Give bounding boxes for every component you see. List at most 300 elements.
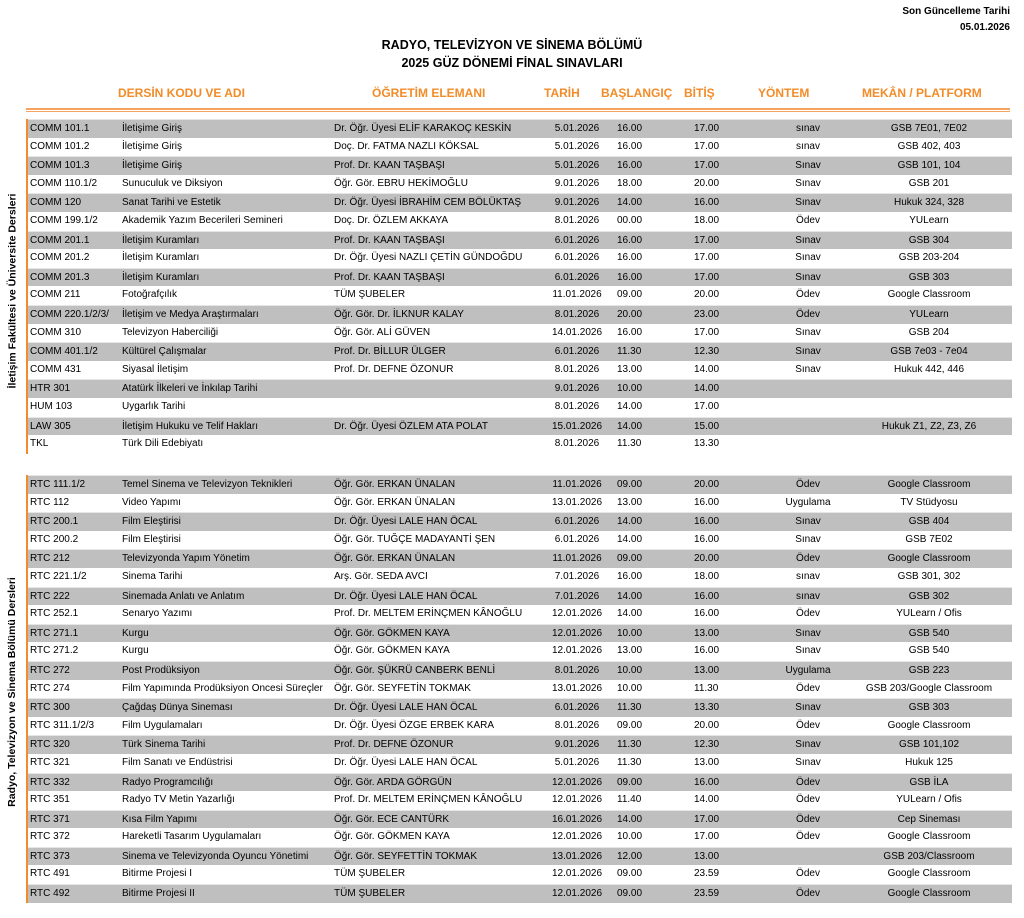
column-headers: [0, 86, 1024, 102]
course-name: Sinema ve Televizyonda Oyuncu Yönetimi: [122, 850, 309, 862]
start-time: 09.00: [617, 289, 643, 301]
exam-method: Sınav: [795, 252, 821, 264]
instructor: Öğr. Gör. TUĞÇE MADAYANTİ ŞEN: [334, 533, 496, 545]
exam-date: 8.01.2026: [554, 664, 600, 676]
instructor: Öğr. Gör. ERKAN ÜNALAN: [334, 479, 456, 490]
group-label-faculty-text: İletişim Fakültesi ve Üniversite Dersleri: [6, 193, 18, 388]
exam-method: Ödev: [796, 888, 820, 900]
exam-place: GSB 204: [908, 326, 950, 338]
instructor: Öğr. Gör. ERKAN ÜNALAN: [334, 553, 456, 565]
exam-method: Sınav: [795, 160, 821, 172]
end-time: 14.00: [694, 383, 720, 395]
start-time: 16.00: [617, 123, 643, 134]
exam-method: sınav: [796, 140, 820, 152]
end-time: 13.00: [694, 756, 720, 768]
course-code: RTC 311.1/2/3: [30, 719, 95, 731]
end-time: 23.59: [694, 868, 720, 880]
start-time: 13.00: [617, 496, 643, 508]
exam-method: sınav: [796, 590, 820, 602]
end-time: 16.00: [694, 533, 720, 545]
table-row: [28, 156, 1012, 175]
course-name: Radyo Programcılığı: [122, 776, 214, 788]
table-row: [28, 193, 1012, 212]
end-time: 17.00: [694, 160, 720, 172]
end-time: 13.00: [694, 850, 720, 862]
course-name: Televizyon Haberciliği: [122, 326, 219, 338]
table-row: [28, 512, 1012, 531]
start-time: 14.00: [617, 516, 643, 528]
exam-date: 5.01.2026: [554, 140, 600, 152]
page-title: [0, 36, 1024, 72]
exam-place: YULearn / Ofis: [896, 608, 962, 620]
course-code: COMM 110.1/2: [30, 177, 98, 189]
end-time: 11.30: [694, 682, 719, 694]
start-time: 00.00: [617, 214, 643, 226]
table-row: [28, 379, 1012, 398]
exam-date: 13.01.2026: [551, 496, 603, 508]
exam-place: GSB 303: [908, 271, 950, 283]
instructor: Doç. Dr. FATMA NAZLI KÖKSAL: [334, 140, 479, 152]
exam-date: 9.01.2026: [554, 197, 600, 209]
start-time: 14.00: [617, 400, 643, 412]
instructor: Arş. Gör. SEDA AVCI: [334, 570, 428, 582]
header-course: DERSİN KODU VE ADI: [118, 86, 245, 100]
table-row: [28, 735, 1012, 754]
start-time: 16.00: [617, 252, 643, 264]
start-time: 14.00: [617, 608, 643, 620]
exam-method: Ödev: [796, 608, 820, 620]
end-time: 16.00: [694, 496, 720, 508]
exam-method: Ödev: [796, 831, 820, 843]
department-title: RADYO, TELEVİZYON VE SİNEMA BÖLÜMÜ: [381, 38, 643, 52]
start-time: 16.00: [617, 326, 643, 338]
exam-date: 12.01.2026: [551, 627, 603, 639]
end-time: 16.00: [694, 645, 720, 657]
group-label-faculty: [0, 119, 24, 462]
exam-method: Uygulama: [785, 496, 831, 508]
table-row: [28, 624, 1012, 643]
course-code: RTC 351: [30, 794, 70, 806]
end-time: 13.00: [694, 627, 720, 639]
course-name: Türk Sinema Tarihi: [122, 739, 206, 751]
table-row: [28, 661, 1012, 680]
exam-date: 13.01.2026: [551, 850, 603, 862]
course-name: İletişim Hukuku ve Telif Hakları: [122, 420, 258, 432]
course-name: Post Prodüksiyon: [122, 664, 200, 676]
table-row: [28, 587, 1012, 606]
table-row: [28, 754, 1012, 773]
course-name: Sanat Tarihi ve Estetik: [122, 197, 221, 209]
exam-date: 12.01.2026: [551, 868, 603, 880]
end-time: 20.00: [694, 177, 720, 189]
exam-date: 15.01.2026: [551, 420, 603, 432]
end-time: 16.00: [694, 590, 720, 602]
start-time: 11.30: [617, 702, 642, 714]
end-time: 20.00: [694, 719, 720, 731]
exam-date: 5.01.2026: [554, 123, 600, 134]
exam-date: 12.01.2026: [551, 888, 603, 900]
table-row: [28, 568, 1012, 587]
course-name: İletişim ve Medya Araştırmaları: [122, 308, 259, 320]
end-time: 14.00: [694, 794, 720, 806]
course-name: Türk Dili Edebiyatı: [122, 438, 204, 450]
group-rtc-courses: [26, 475, 1012, 903]
instructor: Dr. Öğr. Üyesi ÖZGE ERBEK KARA: [334, 719, 495, 731]
instructor: Öğr. Gör. ŞÜKRÜ CANBERK BENLİ: [334, 664, 496, 676]
course-code: RTC 111.1/2: [30, 479, 86, 490]
exam-place: GSB 540: [908, 645, 950, 657]
group-label-rtc: [0, 475, 24, 908]
table-row: [28, 605, 1012, 624]
start-time: 09.00: [617, 776, 643, 788]
table-row: [28, 810, 1012, 829]
exam-place: GSB 304: [908, 234, 950, 246]
course-name: Radyo TV Metin Yazarlığı: [122, 794, 235, 806]
instructor: TÜM ŞUBELER: [334, 868, 406, 880]
start-time: 14.00: [617, 813, 643, 825]
exam-place: GSB 203/Google Classroom: [865, 682, 993, 694]
exam-date: 9.01.2026: [554, 739, 600, 751]
table-row: [28, 475, 1012, 494]
course-name: Kısa Film Yapımı: [122, 813, 198, 825]
instructor: Prof. Dr. KAAN TAŞBAŞI: [334, 160, 445, 172]
course-name: Film Eleştirisi: [122, 533, 181, 545]
exam-method: Ödev: [796, 868, 820, 880]
course-name: Çağdaş Dünya Sineması: [122, 702, 233, 714]
instructor: Öğr. Gör. ARDA GÖRGÜN: [334, 776, 452, 788]
exam-date: 13.01.2026: [551, 682, 603, 694]
exam-place: GSB İLA: [909, 776, 949, 788]
start-time: 13.00: [617, 645, 643, 657]
exam-place: GSB 223: [908, 664, 950, 676]
exam-place: Google Classroom: [887, 289, 971, 301]
course-code: COMM 220.1/2/3/: [30, 308, 109, 320]
exam-place: GSB 404: [908, 516, 950, 528]
course-code: TKL: [30, 438, 49, 450]
end-time: 20.00: [694, 289, 720, 301]
course-code: COMM 120: [30, 197, 82, 209]
instructor: Öğr. Gör. GÖKMEN KAYA: [334, 645, 450, 657]
instructor: Dr. Öğr. Üyesi ÖZLEM ATA POLAT: [334, 420, 488, 432]
table-row: [28, 549, 1012, 568]
exam-date: 6.01.2026: [554, 533, 600, 545]
instructor: Dr. Öğr. Üyesi İBRAHİM CEM BÖLÜKTAŞ: [334, 197, 522, 209]
course-code: COMM 199.1/2: [30, 214, 98, 226]
group-faculty-courses: [26, 119, 1012, 454]
exam-method: Ödev: [796, 719, 820, 731]
exam-place: TV Stüdyosu: [900, 496, 958, 508]
exam-date: 9.01.2026: [554, 383, 600, 395]
exam-place: YULearn: [909, 214, 949, 226]
exam-method: Ödev: [796, 289, 820, 301]
exam-place: Hukuk 442, 446: [893, 363, 965, 375]
start-time: 20.00: [617, 308, 643, 320]
instructor: Öğr. Gör. EBRU HEKİMOĞLU: [334, 177, 468, 189]
end-time: 16.00: [694, 197, 720, 209]
end-time: 16.00: [694, 776, 720, 788]
table-row: [28, 531, 1012, 550]
start-time: 11.30: [617, 739, 642, 751]
course-code: RTC 321: [30, 756, 70, 768]
table-row: [28, 680, 1012, 699]
end-time: 17.00: [694, 123, 720, 134]
exam-date: 12.01.2026: [551, 608, 603, 620]
course-name: Kurgu: [122, 627, 149, 639]
exam-place: GSB 203/Classroom: [883, 850, 975, 862]
exam-method: Sınav: [795, 346, 821, 358]
course-name: Uygarlık Tarihi: [122, 400, 186, 412]
course-name: Film Sanatı ve Endüstrisi: [122, 756, 233, 768]
course-name: Kültürel Çalışmalar: [122, 346, 207, 358]
start-time: 10.00: [617, 682, 643, 694]
exam-method: Sınav: [795, 363, 821, 375]
exam-date: 11.01.2026: [552, 553, 602, 565]
exam-method: Sınav: [795, 739, 821, 751]
exam-method: Ödev: [796, 214, 820, 226]
table-row: [28, 698, 1012, 717]
table-row: [28, 435, 1012, 454]
exam-method: Sınav: [795, 533, 821, 545]
start-time: 09.00: [617, 868, 643, 880]
course-code: RTC 252.1: [30, 608, 79, 620]
start-time: 18.00: [617, 177, 643, 189]
instructor: Öğr. Gör. SEYFETTİN TOKMAK: [334, 850, 477, 862]
exam-method: Sınav: [795, 702, 821, 714]
exam-date: 7.01.2026: [554, 570, 600, 582]
course-code: RTC 200.2: [30, 533, 79, 545]
end-time: 14.00: [694, 363, 720, 375]
exam-place: Google Classroom: [887, 888, 971, 900]
course-code: RTC 271.1: [30, 627, 79, 639]
course-code: RTC 372: [30, 831, 70, 843]
exam-place: Google Classroom: [887, 868, 971, 880]
course-code: RTC 112: [30, 496, 70, 508]
course-code: RTC 492: [30, 888, 70, 900]
table-row: [28, 865, 1012, 884]
exam-method: Sınav: [795, 627, 821, 639]
exam-place: GSB 7E02: [905, 533, 953, 545]
exam-date: 11.01.2026: [552, 289, 602, 301]
exam-date: 7.01.2026: [554, 590, 600, 602]
end-time: 13.00: [694, 664, 720, 676]
course-name: İletişim Kuramları: [122, 271, 200, 283]
header-instructor: ÖĞRETİM ELEMANI: [372, 86, 486, 100]
start-time: 11.40: [617, 794, 642, 806]
exam-place: GSB 101,102: [898, 739, 960, 751]
exam-method: Sınav: [795, 177, 821, 189]
exam-place: Google Classroom: [887, 553, 971, 565]
exam-date: 14.01.2026: [551, 326, 603, 338]
course-code: RTC 332: [30, 776, 70, 788]
end-time: 12.30: [694, 739, 720, 751]
exam-date: 8.01.2026: [554, 308, 600, 320]
course-name: İletişim Kuramları: [122, 234, 200, 246]
start-time: 09.00: [617, 479, 643, 490]
course-code: COMM 101.3: [30, 160, 90, 172]
start-time: 10.00: [617, 831, 643, 843]
course-code: RTC 222: [30, 590, 70, 602]
exam-method: Sınav: [795, 234, 821, 246]
exam-place: Hukuk 324, 328: [893, 197, 965, 209]
table-row: [28, 231, 1012, 250]
end-time: 18.00: [694, 570, 720, 582]
course-code: RTC 491: [30, 868, 70, 880]
exam-date: 9.01.2026: [554, 177, 600, 189]
exam-place: GSB 203-204: [898, 252, 960, 264]
course-name: Fotoğrafçılık: [122, 289, 178, 301]
exam-method: Ödev: [796, 553, 820, 565]
exam-place: Hukuk 125: [905, 756, 953, 768]
instructor: Öğr. Gör. GÖKMEN KAYA: [334, 627, 450, 639]
end-time: 17.00: [694, 831, 720, 843]
table-row: [28, 417, 1012, 436]
exam-place: GSB 301, 302: [897, 570, 961, 582]
start-time: 12.00: [617, 850, 643, 862]
course-name: Film Uygulamaları: [122, 719, 203, 731]
course-code: COMM 201.3: [30, 271, 90, 283]
instructor: Prof. Dr. KAAN TAŞBAŞI: [334, 271, 445, 283]
exam-date: 8.01.2026: [554, 214, 600, 226]
course-name: Sunuculuk ve Diksiyon: [122, 177, 223, 189]
exam-date: 12.01.2026: [551, 776, 603, 788]
table-row: [28, 175, 1012, 194]
start-time: 09.00: [617, 888, 643, 900]
course-code: RTC 200.1: [30, 516, 79, 528]
course-code: RTC 271.2: [30, 645, 79, 657]
exam-place: YULearn: [909, 308, 949, 320]
exam-place: Google Classroom: [887, 719, 971, 731]
header-method: YÖNTEM: [758, 86, 810, 100]
course-name: Atatürk İlkeleri ve İnkılap Tarihi: [122, 383, 258, 395]
start-time: 16.00: [617, 234, 643, 246]
course-name: Kurgu: [122, 645, 149, 657]
instructor: Prof. Dr. BİLLUR ÜLGER: [334, 346, 446, 358]
exam-method: Ödev: [796, 776, 820, 788]
instructor: Öğr. Gör. ECE CANTÜRK: [334, 813, 450, 825]
course-name: Akademik Yazım Becerileri Semineri: [122, 214, 283, 226]
table-row: [28, 138, 1012, 157]
course-name: İletişime Giriş: [122, 160, 183, 172]
table-row: [28, 642, 1012, 661]
table-row: [28, 342, 1012, 361]
exam-method: Ödev: [796, 813, 820, 825]
start-time: 11.30: [617, 438, 642, 450]
instructor: Prof. Dr. DEFNE ÖZONUR: [334, 739, 454, 751]
start-time: 14.00: [617, 590, 643, 602]
exam-date: 8.01.2026: [554, 719, 600, 731]
table-row: [28, 324, 1012, 343]
course-code: COMM 201.1: [30, 234, 90, 246]
end-time: 13.30: [694, 702, 720, 714]
table-row: [28, 286, 1012, 305]
end-time: 18.00: [694, 214, 720, 226]
course-code: COMM 431: [30, 363, 82, 375]
course-code: RTC 274: [30, 682, 70, 694]
course-code: COMM 101.2: [30, 140, 90, 152]
exam-method: Sınav: [795, 326, 821, 338]
exam-date: 6.01.2026: [554, 516, 600, 528]
table-row: [28, 828, 1012, 847]
exam-method: Sınav: [795, 645, 821, 657]
exam-date: 12.01.2026: [551, 831, 603, 843]
start-time: 16.00: [617, 570, 643, 582]
instructor: Öğr. Gör. Dr. İLKNUR KALAY: [334, 308, 464, 320]
last-updated-date: 05.01.2026: [959, 22, 1010, 33]
end-time: 23.00: [694, 308, 720, 320]
exam-place: GSB 101, 104: [897, 160, 961, 172]
exam-date: 8.01.2026: [554, 438, 600, 450]
course-code: RTC 373: [30, 850, 70, 862]
exam-period-title: 2025 GÜZ DÖNEMİ FİNAL SINAVLARI: [401, 56, 623, 70]
exam-method: Uygulama: [785, 664, 831, 676]
end-time: 20.00: [694, 553, 720, 565]
course-name: Bitirme Projesi II: [122, 888, 195, 900]
exam-place: Hukuk Z1, Z2, Z3, Z6: [881, 420, 977, 432]
course-code: RTC 212: [30, 553, 70, 565]
end-time: 16.00: [694, 516, 720, 528]
table-row: [28, 494, 1012, 513]
exam-place: Google Classroom: [887, 831, 971, 843]
end-time: 13.30: [694, 438, 720, 450]
start-time: 09.00: [617, 553, 643, 565]
table-row: [28, 773, 1012, 792]
instructor: Prof. Dr. MELTEM ERİNÇMEN KÂNOĞLU: [334, 608, 523, 620]
exam-date: 8.01.2026: [554, 363, 600, 375]
course-name: Hareketli Tasarım Uygulamaları: [122, 831, 262, 843]
exam-date: 5.01.2026: [554, 756, 600, 768]
instructor: Dr. Öğr. Üyesi LALE HAN ÖCAL: [334, 702, 478, 714]
exam-place: Google Classroom: [887, 479, 971, 490]
exam-place: YULearn / Ofis: [896, 794, 962, 806]
end-time: 23.59: [694, 888, 720, 900]
course-code: COMM 201.2: [30, 252, 90, 264]
header-place: MEKÂN / PLATFORM: [862, 86, 982, 100]
instructor: Öğr. Gör. ALİ GÜVEN: [334, 326, 431, 338]
start-time: 10.00: [617, 383, 643, 395]
end-time: 12.30: [694, 346, 720, 358]
exam-method: Ödev: [796, 308, 820, 320]
end-time: 16.00: [694, 608, 720, 620]
course-code: RTC 221.1/2: [30, 570, 87, 582]
course-code: RTC 272: [30, 664, 70, 676]
exam-date: 8.01.2026: [554, 400, 600, 412]
table-row: [28, 119, 1012, 138]
exam-place: GSB 303: [908, 702, 950, 714]
course-code: HUM 103: [30, 400, 73, 412]
end-time: 17.00: [694, 140, 720, 152]
start-time: 14.00: [617, 197, 643, 209]
end-time: 15.00: [694, 420, 720, 432]
start-time: 16.00: [617, 271, 643, 283]
instructor: Prof. Dr. KAAN TAŞBAŞI: [334, 234, 445, 246]
exam-method: Sınav: [795, 756, 821, 768]
table-row: [28, 361, 1012, 380]
instructor: TÜM ŞUBELER: [334, 289, 406, 301]
course-name: Televizyonda Yapım Yönetim: [122, 553, 250, 565]
start-time: 14.00: [617, 420, 643, 432]
course-code: RTC 320: [30, 739, 70, 751]
exam-method: Ödev: [796, 794, 820, 806]
course-code: RTC 300: [30, 702, 70, 714]
exam-place: Cep Sineması: [897, 813, 961, 825]
table-row: [28, 249, 1012, 268]
start-time: 13.00: [617, 363, 643, 375]
instructor: Dr. Öğr. Üyesi ELİF KARAKOÇ KESKİN: [334, 123, 512, 134]
exam-place: GSB 302: [908, 590, 950, 602]
table-row: [28, 717, 1012, 736]
exam-date: 12.01.2026: [551, 794, 603, 806]
last-updated-label: Son Güncelleme Tarihi: [902, 6, 1010, 17]
